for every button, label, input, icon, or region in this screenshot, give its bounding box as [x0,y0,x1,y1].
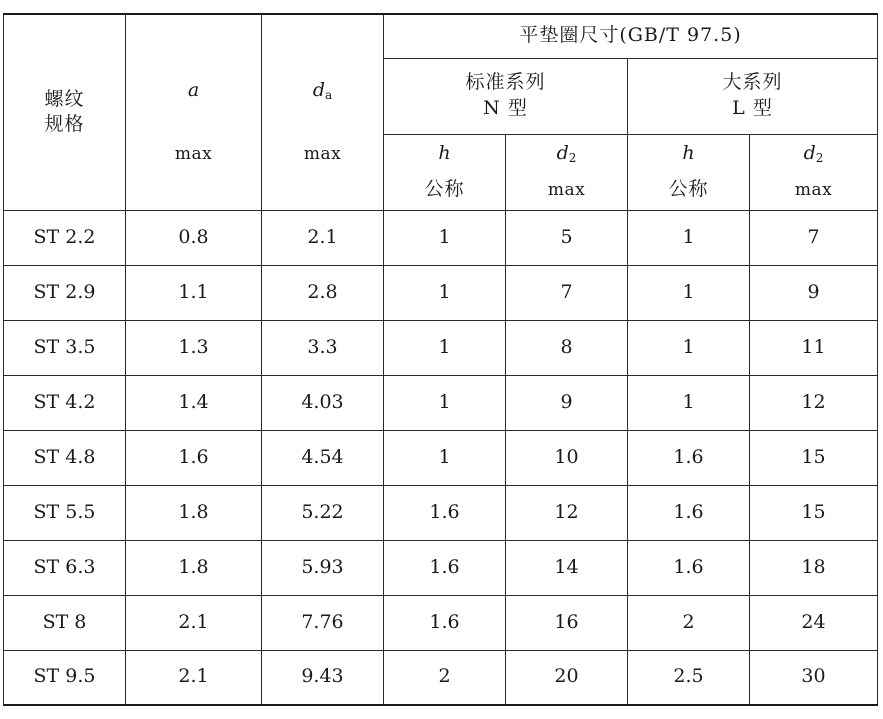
cell-da: 4.54 [262,430,384,485]
cell-n-d2: 7 [506,265,628,320]
table-row [4,595,878,650]
cell-l-h: 2.5 [628,650,750,705]
cell-a: 1.8 [126,485,262,540]
header-a-symbol: a [187,79,200,102]
header-n-h-symbol: h [438,142,451,164]
cell-spec: ST 8 [4,595,126,650]
cell-n-d2: 10 [506,430,628,485]
table-row [4,375,878,430]
header-a [126,14,262,210]
table-row [4,430,878,485]
cell-l-h: 2 [628,595,750,650]
cell-da: 4.03 [262,375,384,430]
header-thread-spec-line2: 规格 [44,113,85,136]
cell-a: 1.1 [126,265,262,320]
cell-l-d2: 7 [750,210,878,265]
header-series-n [384,58,628,134]
cell-l-d2: 9 [750,265,878,320]
cell-l-h: 1.6 [628,430,750,485]
cell-l-d2: 15 [750,430,878,485]
header-series-l-name: 大系列 [722,71,783,94]
header-series-l [628,58,878,134]
cell-l-h: 1 [628,375,750,430]
header-series-n-name: 标准系列 [465,71,546,94]
table-row [4,210,878,265]
header-da-limit: max [303,143,342,164]
header-n-h [384,134,506,210]
header-row-1 [4,14,878,58]
table-row [4,540,878,595]
header-l-h-symbol: h [682,142,695,164]
cell-n-d2: 16 [506,595,628,650]
cell-n-d2: 5 [506,210,628,265]
cell-l-d2: 18 [750,540,878,595]
cell-a: 1.8 [126,540,262,595]
header-a-limit: max [174,143,213,164]
cell-n-h: 1 [384,375,506,430]
cell-n-h: 2 [384,650,506,705]
header-l-d2 [750,134,878,210]
cell-l-d2: 15 [750,485,878,540]
header-n-d2-symbol-group [557,143,577,166]
cell-da: 3.3 [262,320,384,375]
table-row [4,485,878,540]
cell-spec: ST 6.3 [4,540,126,595]
cell-l-h: 1.6 [628,540,750,595]
header-thread-spec [4,14,126,210]
cell-a: 1.4 [126,375,262,430]
cell-da: 9.43 [262,650,384,705]
cell-l-h: 1.6 [628,485,750,540]
header-group-title: 平垫圈尺寸(GB/T 97.5) [384,14,878,58]
header-da [262,14,384,210]
cell-n-d2: 14 [506,540,628,595]
cell-l-d2: 24 [750,595,878,650]
header-da-symbol-group [313,80,332,103]
cell-n-h: 1 [384,430,506,485]
cell-da: 2.1 [262,210,384,265]
cell-a: 2.1 [126,595,262,650]
header-thread-spec-line1: 螺纹 [44,87,85,110]
header-n-d2 [506,134,628,210]
cell-n-h: 1 [384,210,506,265]
cell-a: 1.6 [126,430,262,485]
cell-spec: ST 2.2 [4,210,126,265]
cell-n-h: 1.6 [384,595,506,650]
cell-n-h: 1 [384,320,506,375]
cell-n-h: 1.6 [384,485,506,540]
cell-a: 1.3 [126,320,262,375]
header-n-d2-subscript: 2 [568,151,577,165]
cell-l-h: 1 [628,265,750,320]
header-l-h-label: 公称 [668,178,709,201]
cell-l-d2: 30 [750,650,878,705]
cell-n-d2: 12 [506,485,628,540]
header-l-h [628,134,750,210]
header-l-d2-subscript: 2 [815,151,824,165]
header-l-d2-symbol-group [804,143,824,166]
cell-n-h: 1 [384,265,506,320]
table-row [4,650,878,705]
cell-da: 5.93 [262,540,384,595]
cell-l-h: 1 [628,320,750,375]
table-row [4,265,878,320]
cell-spec: ST 9.5 [4,650,126,705]
cell-spec: ST 4.2 [4,375,126,430]
table-row [4,320,878,375]
header-l-d2-symbol: d [803,142,816,164]
cell-spec: ST 2.9 [4,265,126,320]
header-l-d2-label: max [794,180,833,201]
cell-n-h: 1.6 [384,540,506,595]
washer-dimension-table [3,13,878,706]
header-series-l-type: L 型 [732,97,773,119]
cell-l-d2: 11 [750,320,878,375]
cell-spec: ST 5.5 [4,485,126,540]
header-n-d2-label: max [547,180,586,201]
cell-spec: ST 3.5 [4,320,126,375]
cell-n-d2: 8 [506,320,628,375]
header-n-h-label: 公称 [424,178,465,201]
cell-da: 5.22 [262,485,384,540]
cell-a: 2.1 [126,650,262,705]
cell-n-d2: 20 [506,650,628,705]
cell-l-d2: 12 [750,375,878,430]
cell-n-d2: 9 [506,375,628,430]
table-body [4,210,878,705]
cell-spec: ST 4.8 [4,430,126,485]
header-series-n-type: N 型 [483,97,528,119]
cell-da: 7.76 [262,595,384,650]
header-n-d2-symbol: d [556,142,569,164]
cell-da: 2.8 [262,265,384,320]
header-da-symbol: d [312,79,325,102]
cell-a: 0.8 [126,210,262,265]
header-da-subscript: a [325,88,333,103]
cell-l-h: 1 [628,210,750,265]
